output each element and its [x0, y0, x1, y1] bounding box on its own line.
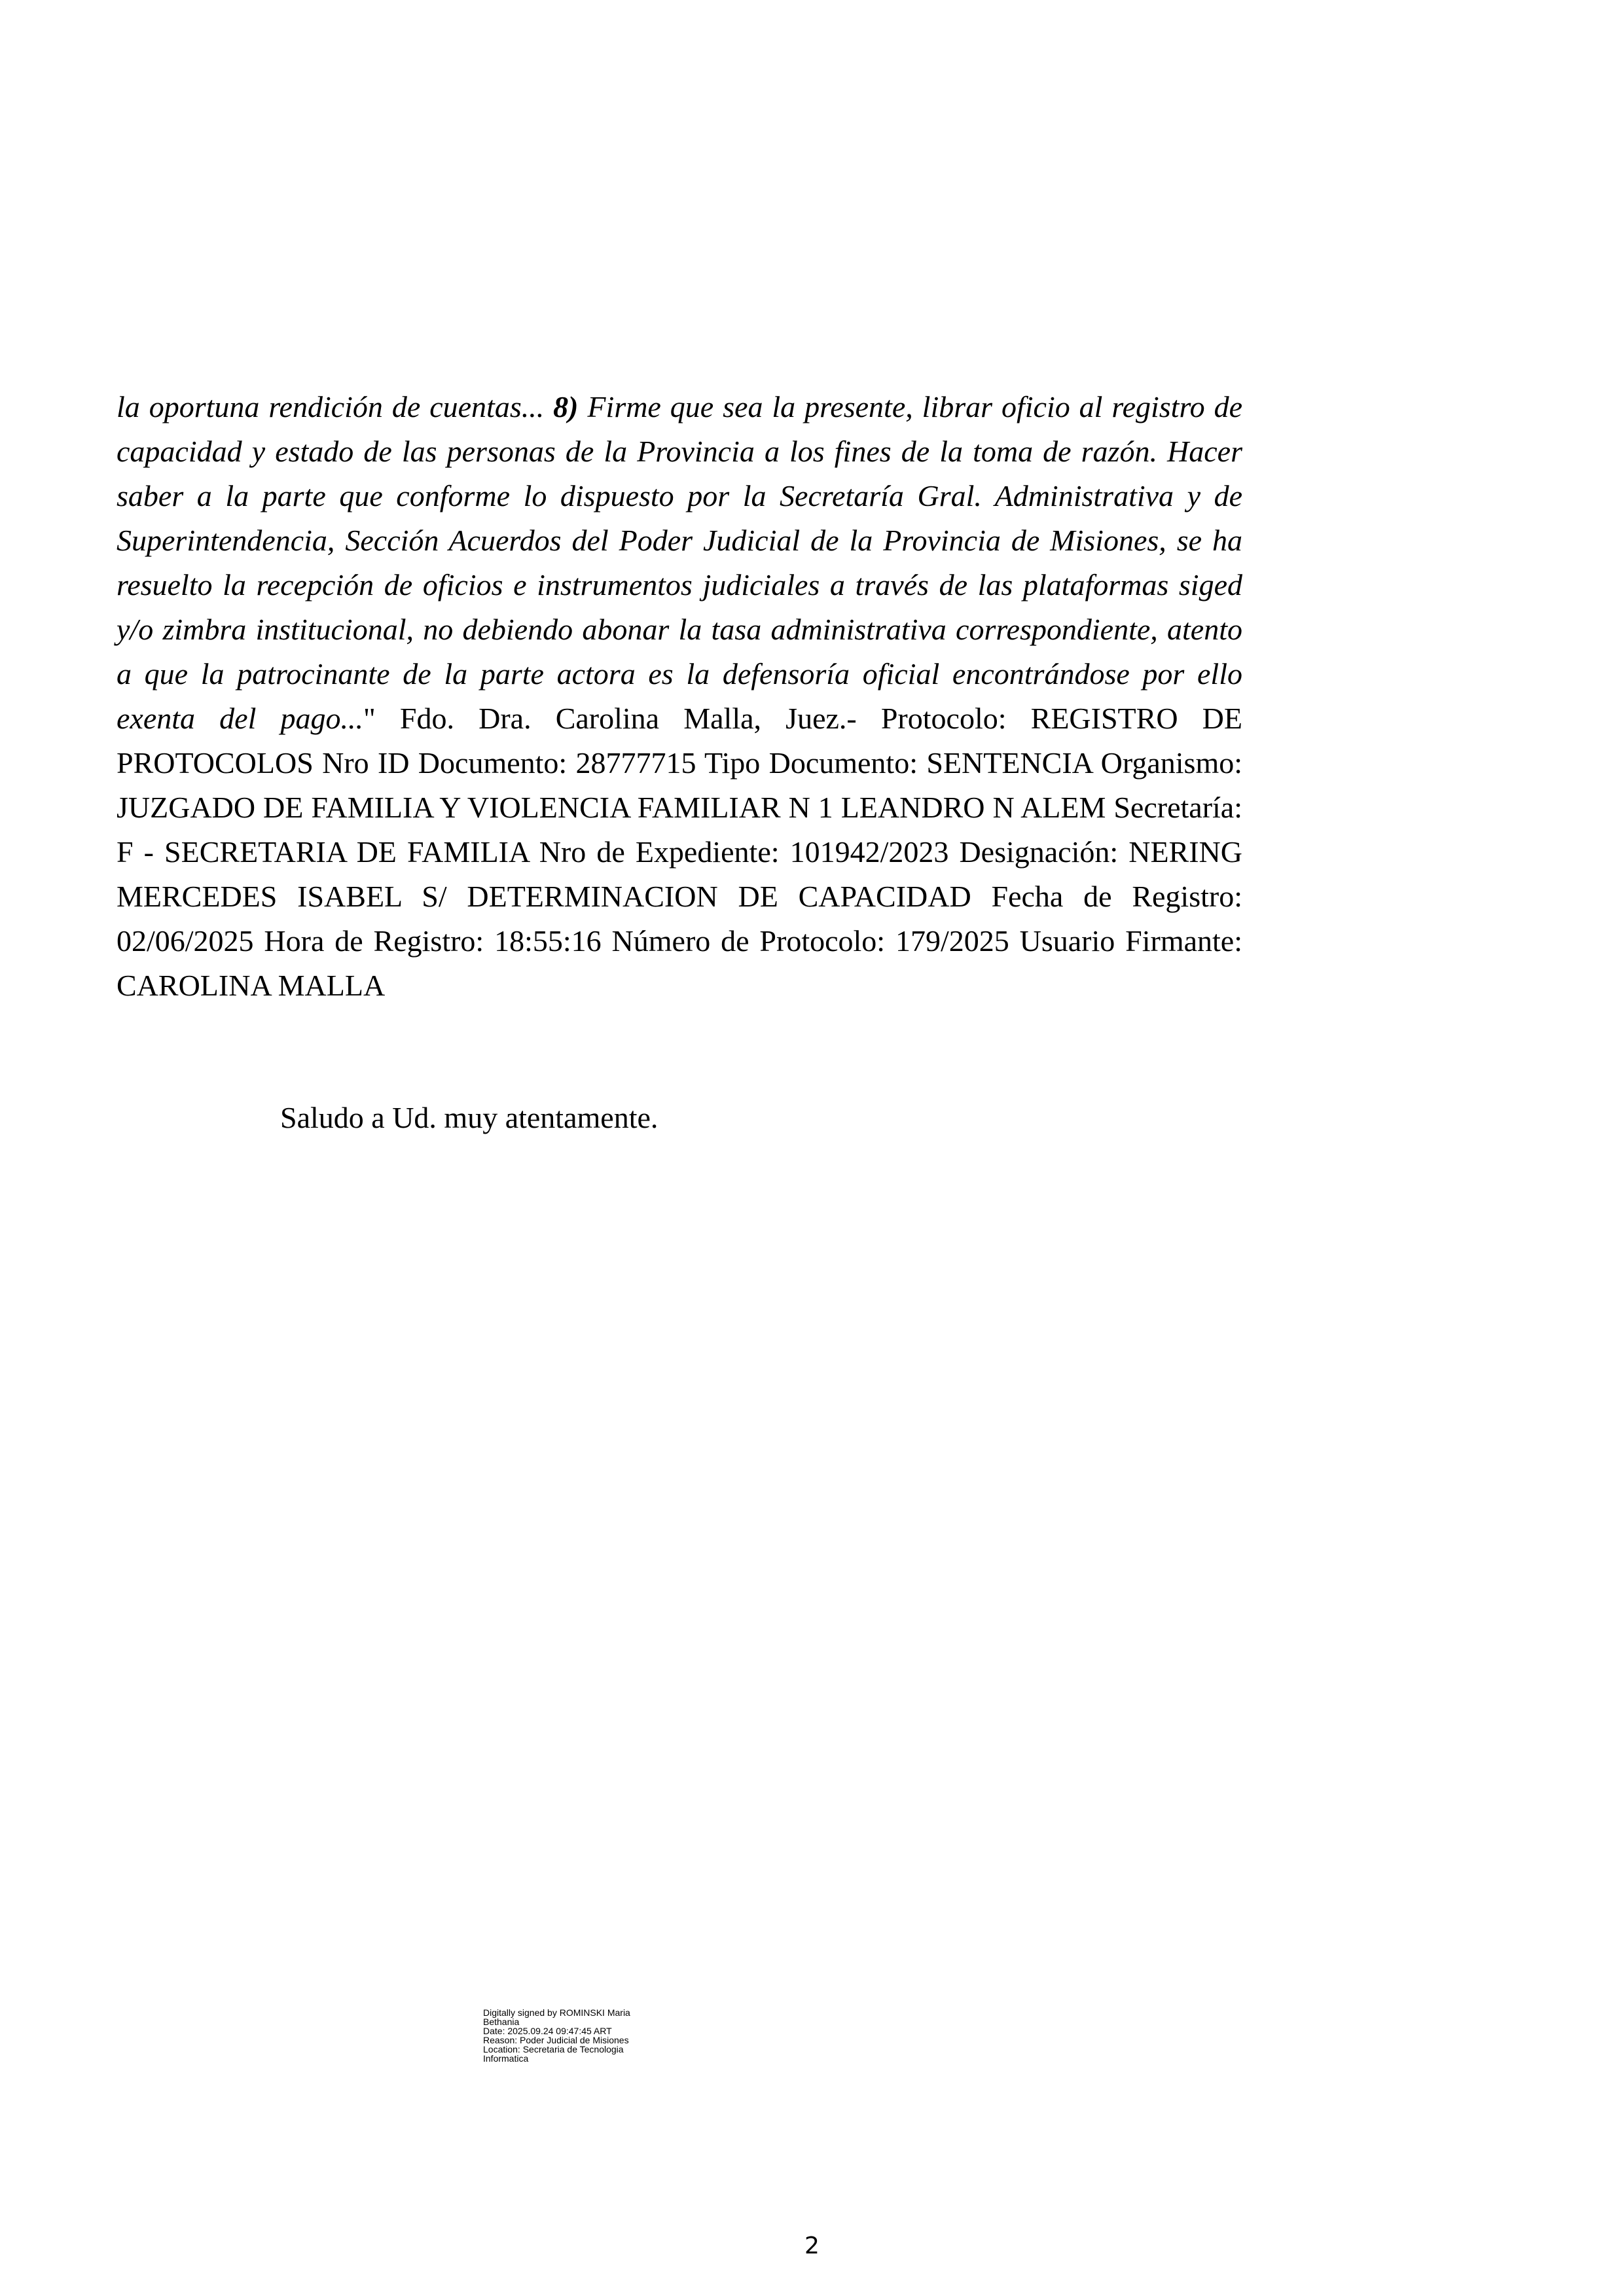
signature-line: Bethania [483, 2017, 520, 2027]
signature-line: Digitally signed by ROMINSKI Maria [483, 2007, 630, 2018]
italic-body-text: Firme que sea la presente, librar oficio al registro de capacidad y estado de las personas de la Provincia a los fines de la toma de razón. Hacer saber a la parte que conforme lo dispuesto por la Secretaría Gral. Administrativa y de Superintendencia, Sección Acuerdos del Poder Judicial de la Provincia de Misiones, se ha resuelto la recepción de oficios e instrumentos judiciales a través de las plataformas siged y/o zimbra institucional, no debiendo abonar la tasa administrativa correspondiente, atento a que la patrocinante de la parte actora es la defensoría oficial encontrándose por ello exenta del pago... [117, 390, 1242, 735]
protocol-text: " Fdo. Dra. Carolina Malla, Juez.- Protocolo: REGISTRO DE PROTOCOLOS Nro ID Documento: 28777715 Tipo Documento: SENTENCIA Organismo: JUZGADO DE FAMILIA Y VIOLENCIA FAMILIAR N 1 LEANDRO N ALEM Secretaría: F - SECRETARIA DE FAMILIA Nro de Expediente: 101942/2023 Designación: NERING MERCEDES ISABEL S/ DETERMINACION DE CAPACIDAD Fecha de Registro: 02/06/2025 Hora de Registro: 18:55:16 Número de Protocolo: 179/2025 Usuario Firmante: CAROLINA MALLA [117, 702, 1242, 1002]
body-paragraph [117, 385, 1242, 1008]
signature-location: Informatica [483, 2053, 529, 2064]
page-number: 2 [804, 2233, 820, 2259]
italic-lead-text: la oportuna rendición de cuentas... [117, 390, 554, 423]
signature-date: Date: 2025.09.24 09:47:45 ART [483, 2026, 612, 2036]
signature-reason: Reason: Poder Judicial de Misiones [483, 2035, 629, 2045]
closing-salutation: Saludo a Ud. muy atentamente. [280, 1101, 659, 1134]
digital-signature-stamp [483, 2008, 719, 2063]
item-number: 8) [553, 390, 579, 423]
signature-location: Location: Secretaria de Tecnologia [483, 2044, 624, 2054]
